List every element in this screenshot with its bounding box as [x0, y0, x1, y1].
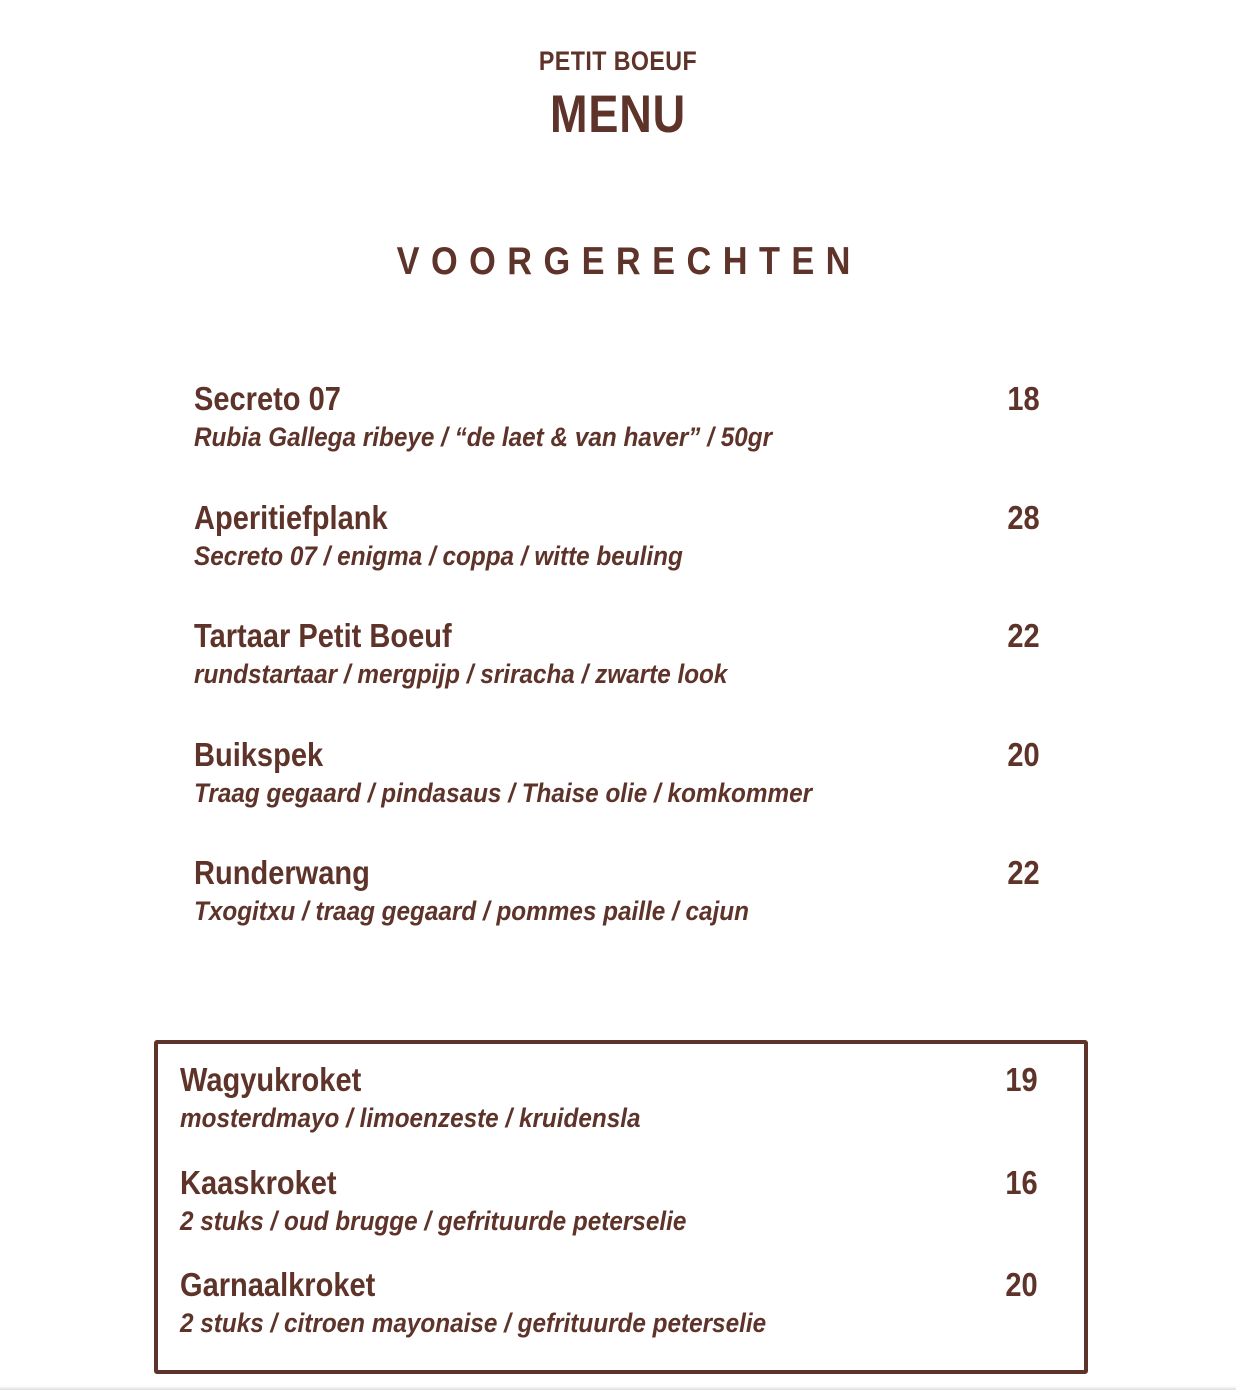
item-description: 2 stuks / citroen mayonaise / gefrituurde peterselie	[180, 1308, 767, 1338]
item-price: 16	[1005, 1163, 1038, 1201]
section-title: VOORGERECHTEN	[396, 240, 862, 283]
menu-item	[194, 615, 1040, 734]
item-name: Aperitiefplank	[194, 498, 388, 536]
item-description: Txogitxu / traag gegaard / pommes paille / cajun	[194, 896, 749, 926]
menu-item	[180, 1162, 1038, 1265]
item-name: Secreto 07	[194, 380, 341, 417]
menu-item	[194, 497, 1040, 616]
item-price: 28	[1007, 498, 1040, 536]
menu-item	[194, 378, 1040, 497]
item-name: Runderwang	[194, 854, 370, 891]
item-price: 19	[1005, 1061, 1038, 1098]
croquettes-list	[180, 1059, 1038, 1367]
item-price: 22	[1007, 854, 1040, 891]
starters-list	[194, 378, 1040, 971]
item-description: 2 stuks / oud brugge / gefrituurde peterselie	[180, 1205, 687, 1236]
item-name: Kaaskroket	[180, 1163, 337, 1201]
item-price: 18	[1007, 380, 1040, 417]
restaurant-name: PETIT BOEUF	[538, 46, 698, 76]
item-name: Garnaalkroket	[180, 1266, 376, 1303]
item-price: 20	[1005, 1266, 1038, 1303]
item-description: Traag gegaard / pindasaus / Thaise olie / komkommer	[194, 777, 813, 808]
menu-item	[194, 734, 1040, 853]
item-description: mosterdmayo / limoenzeste / kruidensla	[180, 1103, 641, 1133]
menu-title: MENU	[549, 85, 687, 144]
croquettes-box	[154, 1040, 1088, 1374]
menu-item	[180, 1264, 1038, 1367]
item-description: Secreto 07 / enigma / coppa / witte beuling	[194, 540, 683, 571]
item-name: Tartaar Petit Boeuf	[194, 617, 452, 654]
item-name: Wagyukroket	[180, 1061, 362, 1098]
item-description: Rubia Gallega ribeye / “de laet & van haver” / 50gr	[194, 422, 773, 452]
page-bottom-edge	[0, 1386, 1236, 1390]
menu-item	[194, 852, 1040, 971]
item-description: rundstartaar / mergpijp / sriracha / zwarte look	[194, 659, 728, 689]
item-name: Buikspek	[194, 735, 324, 773]
menu-item	[180, 1059, 1038, 1162]
item-price: 22	[1007, 617, 1040, 654]
item-price: 20	[1007, 735, 1040, 773]
